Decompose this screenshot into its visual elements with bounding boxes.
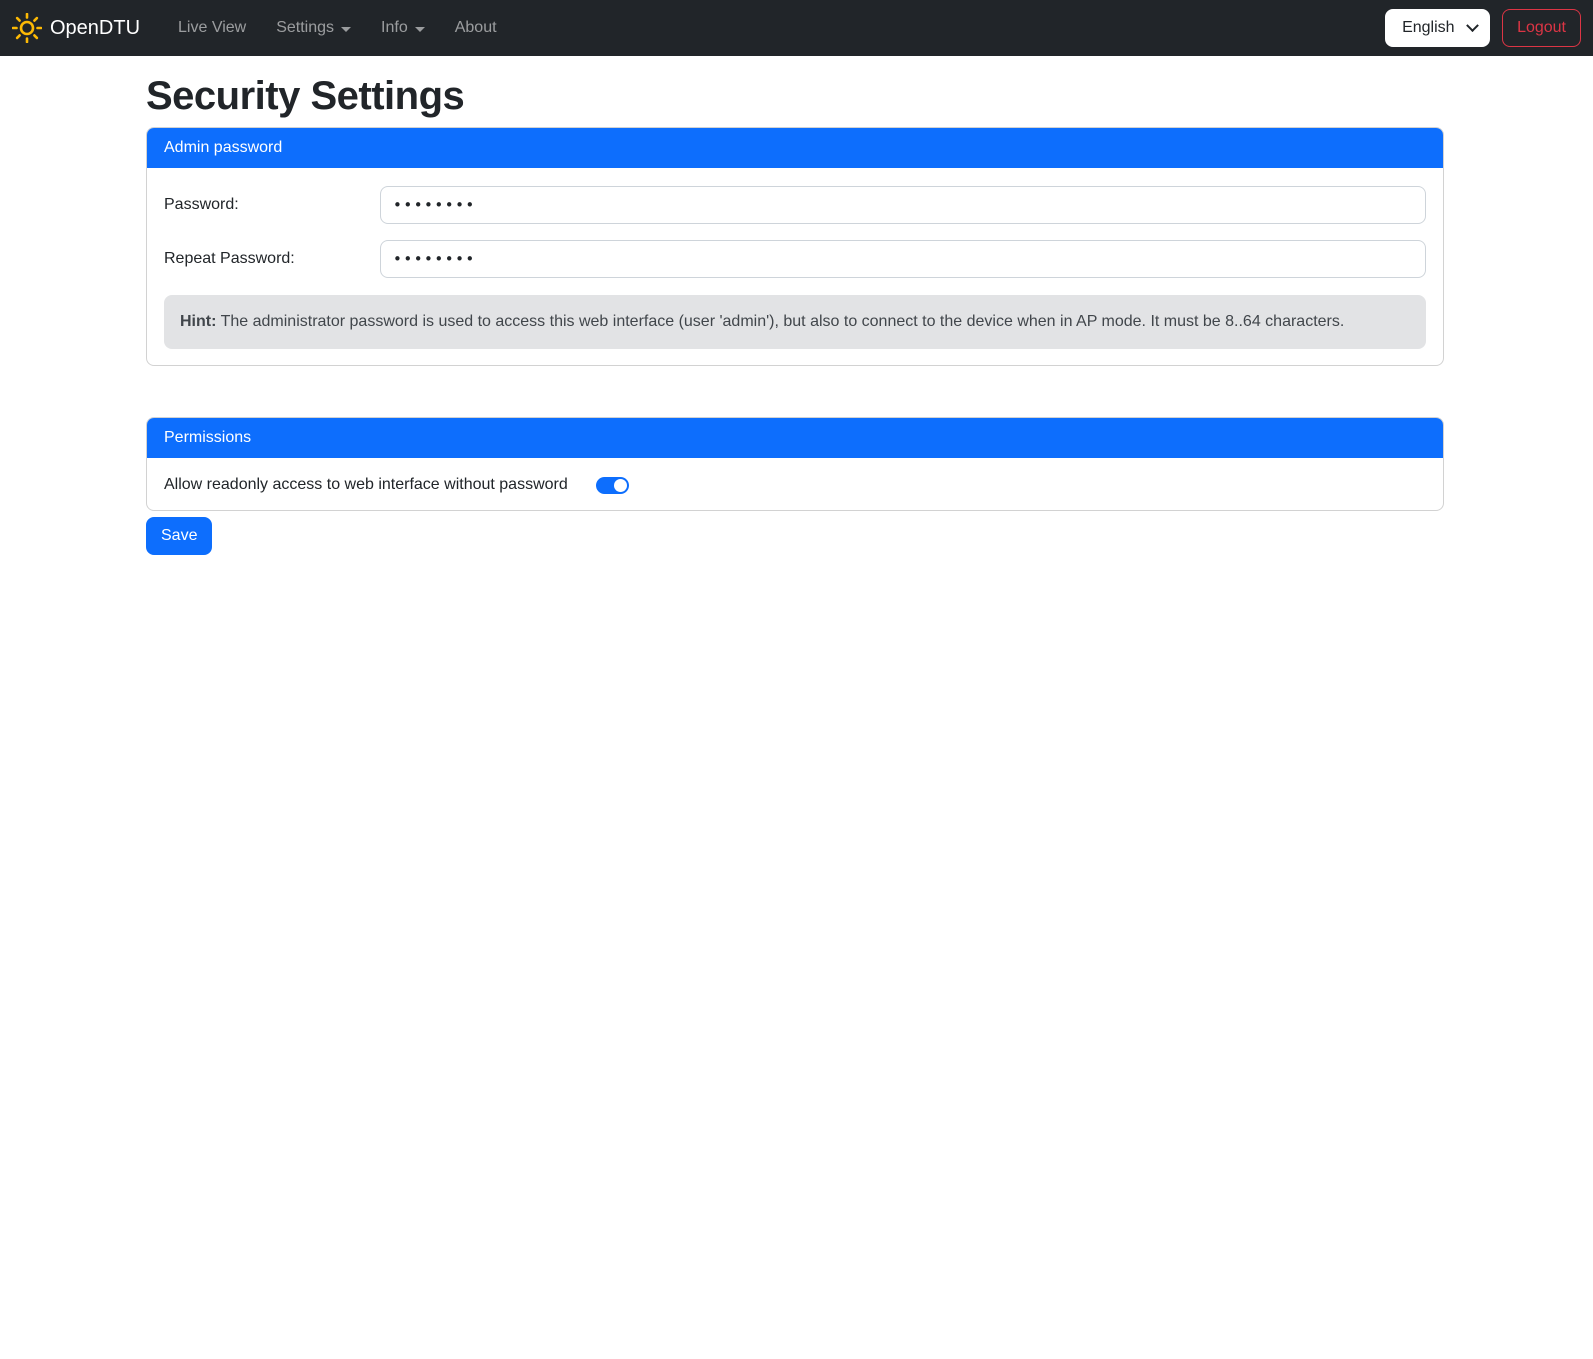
brand-link[interactable] <box>12 13 140 43</box>
nav-item-info[interactable] <box>367 11 439 45</box>
logout-button[interactable]: Logout <box>1502 9 1581 47</box>
repeat-password-label: Repeat Password: <box>164 250 295 267</box>
hint-label: Hint: <box>180 313 217 330</box>
page-title: Security Settings <box>146 74 465 118</box>
permissions-card-body <box>147 458 1443 510</box>
password-row <box>164 186 1426 224</box>
readonly-access-label: Allow readonly access to web interface without password <box>164 476 568 493</box>
permissions-card-header: Permissions <box>147 418 1443 458</box>
nav-item-about[interactable] <box>441 11 511 45</box>
nav-item-settings[interactable] <box>262 11 365 45</box>
main-content <box>146 74 1444 555</box>
repeat-password-row <box>164 240 1426 278</box>
repeat-password-input[interactable] <box>380 240 1426 278</box>
hint-text: The administrator password is used to access this web interface (user 'admin'), but also to connect to the device when in AP mode. It must be 8..64 characters. <box>220 313 1345 330</box>
nav-links <box>164 11 511 45</box>
readonly-access-toggle[interactable] <box>596 477 629 494</box>
nav-item-label: About <box>454 19 497 36</box>
admin-password-card-header: Admin password <box>147 128 1443 168</box>
readonly-access-row <box>164 476 1426 494</box>
chevron-down-icon <box>415 27 425 32</box>
nav-item-label: Info <box>381 19 408 36</box>
navbar-right <box>1385 9 1581 47</box>
permissions-card <box>146 417 1444 511</box>
chevron-down-icon <box>341 27 351 32</box>
admin-password-card-body <box>147 168 1443 365</box>
brand-name: OpenDTU <box>50 16 141 39</box>
chevron-down-icon <box>1466 19 1479 32</box>
nav-item-label: Settings <box>276 19 335 36</box>
language-select-value: English <box>1402 19 1455 36</box>
admin-password-card <box>146 127 1444 366</box>
save-button[interactable]: Save <box>146 517 212 555</box>
nav-item-label: Live View <box>178 19 247 36</box>
navbar <box>0 0 1593 56</box>
password-label: Password: <box>164 196 239 213</box>
hint-box <box>164 295 1426 349</box>
password-input[interactable] <box>380 186 1426 224</box>
nav-item-live-view[interactable] <box>164 11 260 45</box>
language-select[interactable] <box>1385 9 1490 47</box>
sun-icon <box>12 13 42 43</box>
